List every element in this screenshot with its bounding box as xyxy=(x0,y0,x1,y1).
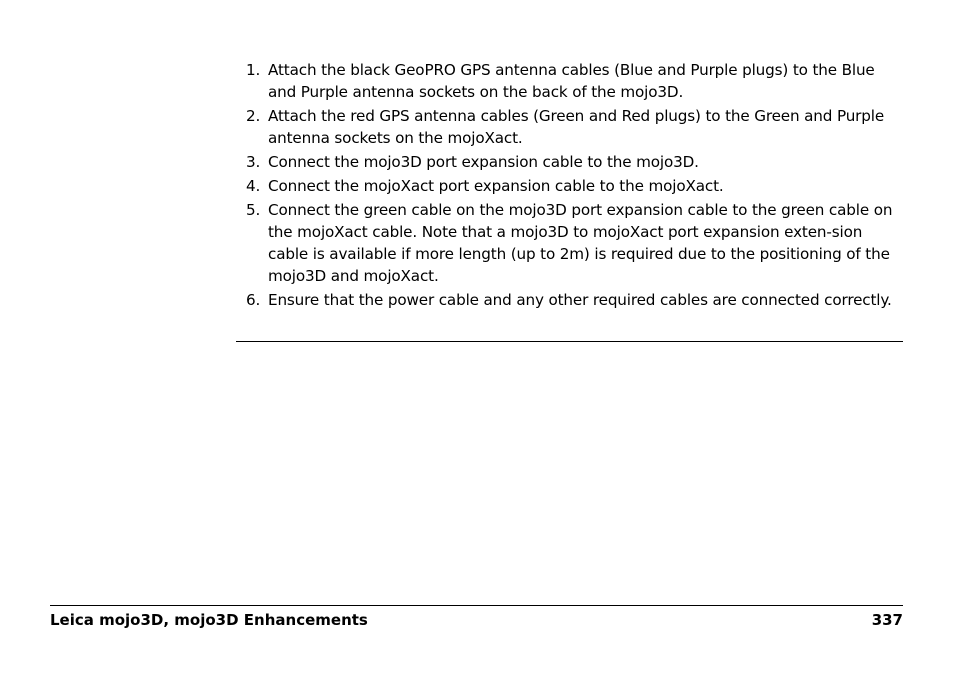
step-number: 2. xyxy=(246,107,261,125)
instruction-content xyxy=(246,59,902,313)
page-number: 337 xyxy=(871,611,903,629)
step-text: Connect the green cable on the mojo3D port expansion cable to the green cable on the mojoXact cable. Note that a mojo3D to mojoXact port expansion exten-sion cable is available if more length (up to 2m) is required due to the positioning of the mojo3D and mojoXact. xyxy=(268,201,893,285)
page-footer xyxy=(50,609,903,631)
step-item xyxy=(246,151,902,173)
step-number: 1. xyxy=(246,61,261,79)
step-text: Attach the black GeoPRO GPS antenna cables (Blue and Purple plugs) to the Blue and Purple antenna sockets on the back of the mojo3D. xyxy=(268,61,875,101)
footer-divider xyxy=(50,605,903,606)
footer-title: Leica mojo3D, mojo3D Enhancements xyxy=(50,611,368,629)
step-number: 4. xyxy=(246,177,261,195)
step-list xyxy=(246,59,902,311)
step-item xyxy=(246,199,902,287)
step-item xyxy=(246,105,902,149)
step-text: Ensure that the power cable and any other required cables are connected correctly. xyxy=(268,291,892,309)
step-number: 6. xyxy=(246,291,261,309)
step-item xyxy=(246,289,902,311)
step-text: Connect the mojoXact port expansion cable to the mojoXact. xyxy=(268,177,724,195)
step-text: Attach the red GPS antenna cables (Green and Red plugs) to the Green and Purple antenna sockets on the mojoXact. xyxy=(268,107,885,147)
step-number: 3. xyxy=(246,153,261,171)
step-number: 5. xyxy=(246,201,261,219)
step-item xyxy=(246,59,902,103)
step-text: Connect the mojo3D port expansion cable to the mojo3D. xyxy=(268,153,699,171)
section-divider xyxy=(236,341,903,342)
step-item xyxy=(246,175,902,197)
